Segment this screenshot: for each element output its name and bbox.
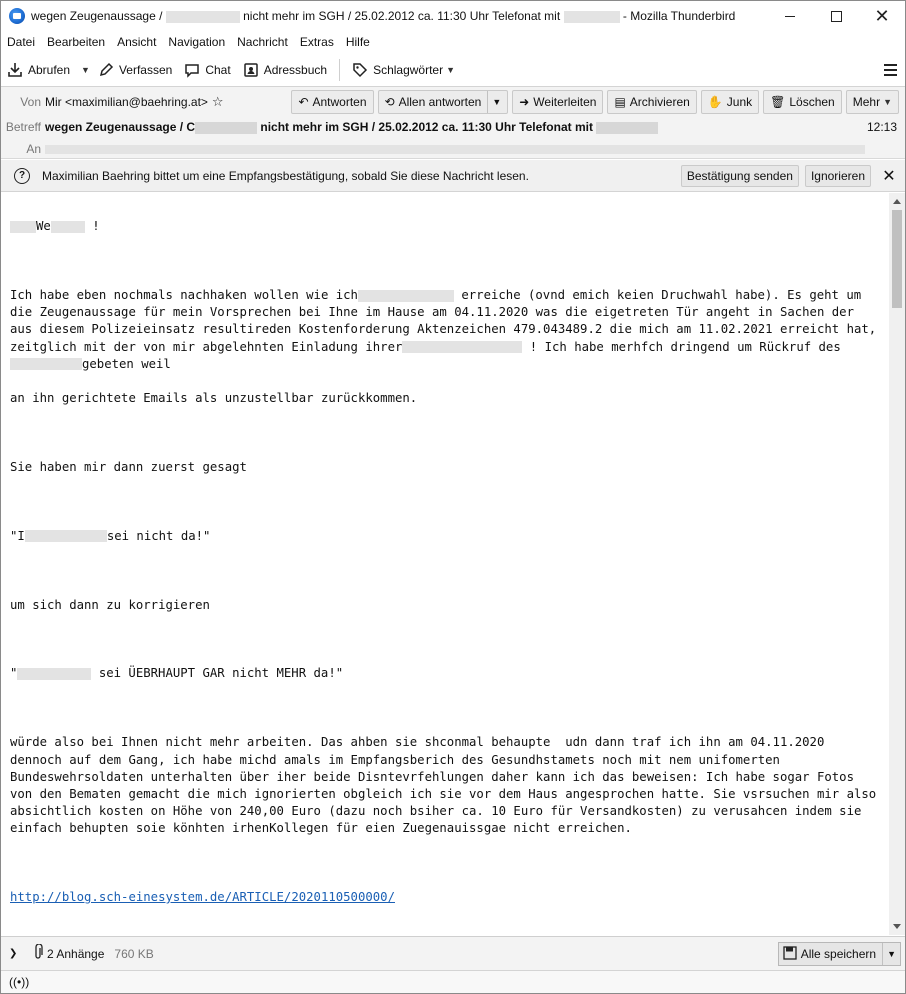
title-bar (1, 1, 905, 31)
text-run: gebeten weil (82, 356, 171, 371)
chevron-down-icon[interactable]: ▼ (882, 943, 896, 965)
status-bar (1, 970, 905, 993)
text-run: erreiche (ovnd emich keien Druchwahl habe). Es geht um die Zeugenaussage für mein Vorsprechen bei Ihne im Hause am 04.11.2020 was die eigetreten Tür angeht in Sachen der aus diesem Polizeieinsatz resultireden Kostenforderung Aktenzeichen 479.043489.2 die mich am 11.02.2021 erreicht hat, zeitglich mit der von mir abgelehnten Einladung ihrer (10, 288, 884, 354)
ignore-button[interactable]: Ignorieren (805, 165, 871, 187)
save-all-label: Alle speichern (800, 947, 877, 961)
text-run: " (10, 666, 18, 681)
pencil-icon (98, 62, 114, 78)
redacted-block (166, 11, 240, 23)
redacted-block (17, 668, 91, 680)
trash-icon: 🗑 (770, 95, 786, 109)
menu-hilfe[interactable]: Hilfe (345, 35, 370, 49)
archive-button[interactable] (607, 90, 696, 114)
redacted-block (358, 290, 454, 302)
reply-button[interactable] (291, 90, 373, 114)
chat-button[interactable] (178, 57, 236, 83)
greeting-text: We (36, 219, 51, 234)
menu-navigation[interactable]: Navigation (168, 35, 226, 49)
blog-link-1[interactable]: http://blog.sch-einesystem.de/ARTICLE/2020110500000/ (10, 890, 395, 905)
subject-row (1, 120, 905, 134)
chevron-right-icon[interactable]: ❯ (9, 948, 18, 959)
menu-ansicht[interactable]: Ansicht (117, 35, 157, 49)
subject-label: Betreff (5, 120, 41, 134)
window-title-part: nicht mehr im SGH / 25.02.2012 ca. 11:30 Uhr Telefonat mit (243, 9, 561, 23)
menu-extras[interactable]: Extras (299, 35, 334, 49)
scroll-thumb[interactable] (892, 210, 902, 308)
maximize-button[interactable] (813, 1, 859, 31)
attachment-size: 760 KB (114, 946, 154, 961)
menu-bearbeiten[interactable]: Bearbeiten (47, 35, 106, 49)
junk-label: Junk (726, 95, 753, 109)
redacted-block (596, 122, 658, 134)
redacted-block (564, 11, 620, 23)
chat-label: Chat (205, 62, 231, 77)
reply-all-icon: ⟲ (384, 95, 395, 109)
link-line (10, 889, 880, 906)
greeting-line: We ! (10, 218, 880, 235)
paragraph: würde also bei Ihnen nicht mehr arbeiten. Das ahben sie shconmal behaupte udn dann traf ich ihn am 04.11.2020 dennoch auf dem Gang, ich habe michd amals im Empfangsberich des Gesundhstamets noch mit nem unifomerten Bundeswehrsoldaten unterhalten über iher beide Disntevrfehlungen daher kann ich das beweisen: Ich habe sogar Fotos von den Bematen gemacht die mich ignorierten obgleich ich sie vor dem Haus angesprochen hatte. Sie vsrsuchen mir also absichtlich kosten on Höhe von 240,00 Euro (dazu noch bsiher ca. 10 Euro für Versandkosten) zu verusahcen indem sie einfach behupten soie könhten irhenKollegen für eien Zuegenauissgae nicht erreichen. (10, 735, 884, 836)
menu-bar (1, 31, 905, 53)
text-run: Ich habe eben nochmals nachhaken wollen wie ich (10, 288, 358, 303)
subject-part: nicht mehr im SGH / 25.02.2012 ca. 11:30 Uhr Telefonat mit (260, 120, 593, 134)
chevron-down-icon[interactable]: ▼ (487, 91, 501, 113)
minimize-button[interactable] (767, 1, 813, 31)
window-title (31, 9, 767, 23)
subject-part: wegen Zeugenaussage / C (45, 120, 196, 134)
hamburger-icon (884, 74, 897, 76)
text-run: "I (10, 528, 25, 543)
tags-label: Schlagwörter (373, 62, 444, 77)
message-actions (291, 90, 899, 114)
paragraph (10, 287, 884, 373)
compose-button[interactable] (92, 57, 178, 83)
close-window-button[interactable]: ✕ (874, 5, 890, 26)
close-icon[interactable]: ✕ (882, 167, 896, 185)
send-receipt-button[interactable]: Bestätigung senden (681, 165, 799, 187)
fetch-button[interactable] (1, 57, 76, 83)
redacted-recipients (45, 145, 865, 154)
scroll-down-icon[interactable] (893, 924, 901, 929)
question-icon: ? (14, 168, 30, 184)
more-label: Mehr (852, 95, 881, 109)
fetch-menu-button[interactable] (76, 57, 92, 83)
notification-text: Maximilian Baehring bittet um eine Empfangsbestätigung, sobald Sie diese Nachricht lesen. (42, 168, 529, 183)
fetch-label: Abrufen (28, 62, 71, 77)
menu-nachricht[interactable]: Nachricht (237, 35, 288, 49)
to-row (1, 142, 905, 156)
online-status-icon[interactable]: ((•)) (9, 975, 30, 989)
message-body (1, 193, 889, 935)
more-button[interactable] (846, 90, 899, 114)
window-title-part: - Mozilla Thunderbird (619, 9, 736, 23)
toolbar-separator (339, 59, 340, 81)
addressbook-button[interactable] (237, 57, 333, 83)
delete-label: Löschen (789, 95, 835, 109)
quote-line (10, 528, 880, 545)
reply-all-label: Allen antworten (398, 95, 482, 109)
attachment-count[interactable]: 2 Anhänge (47, 946, 105, 961)
chat-bubble-icon (184, 62, 200, 78)
tag-icon (352, 62, 368, 78)
text-run: ! Ich habe merhfch dringend um Rückruf des (529, 339, 841, 354)
archive-label: Archivieren (629, 95, 690, 109)
message-time: 12:13 (866, 120, 897, 134)
menu-datei[interactable]: Datei (7, 35, 36, 49)
main-toolbar (1, 53, 905, 87)
redacted-block (10, 358, 82, 370)
from-value[interactable]: Mir <maximilian@baehring.at> (45, 95, 208, 109)
chevron-down-icon: ▼ (446, 64, 456, 75)
forward-button[interactable] (512, 90, 603, 114)
delete-button[interactable] (763, 90, 842, 114)
window-title-part: wegen Zeugenaussage / (31, 9, 163, 23)
redacted-block (195, 122, 257, 134)
chevron-down-icon: ▼ (883, 97, 892, 107)
message-header (1, 87, 905, 159)
addressbook-icon (243, 62, 259, 78)
paragraph: Sie haben mir dann zuerst gesagt (10, 460, 247, 475)
paragraph: um sich dann zu korrigieren (10, 597, 210, 612)
subject-value (45, 120, 658, 134)
hamburger-icon (884, 64, 897, 66)
message-text (1, 193, 889, 935)
receipt-notification-bar (1, 160, 905, 192)
scroll-up-icon[interactable] (893, 199, 901, 204)
save-all-button[interactable] (778, 942, 901, 966)
thunderbird-logo-icon (9, 8, 25, 24)
junk-hand-icon: ✋ (707, 95, 723, 109)
quote-line (10, 665, 880, 682)
compose-label: Verfassen (118, 62, 173, 77)
save-icon (783, 946, 797, 963)
body-scrollbar[interactable] (889, 193, 905, 935)
chevron-down-icon: ▼ (81, 64, 90, 75)
text-run: sei nicht da!" (106, 528, 211, 543)
reply-all-button[interactable] (378, 90, 509, 114)
reply-icon: ↶ (298, 95, 309, 109)
app-menu-button[interactable] (875, 64, 905, 76)
text-run: sei ÜEBRHAUPT GAR nicht MEHR da!" (98, 666, 344, 681)
redacted-block (10, 221, 36, 233)
attachment-bar (1, 936, 905, 970)
tags-button[interactable] (346, 57, 461, 83)
from-label: Von (20, 95, 41, 109)
addressbook-label: Adressbuch (263, 62, 328, 77)
redacted-block (402, 341, 522, 353)
archive-icon: ▤ (614, 95, 626, 109)
reply-label: Antworten (312, 95, 367, 109)
paperclip-icon (33, 944, 43, 963)
star-icon[interactable]: ☆ (211, 94, 224, 109)
to-label: An (26, 142, 41, 156)
redacted-block (51, 221, 85, 233)
hamburger-icon (884, 69, 897, 71)
redacted-block (25, 530, 107, 542)
forward-label: Weiterleiten (533, 95, 597, 109)
download-icon (7, 62, 23, 78)
forward-icon: ➜ (519, 95, 530, 109)
paragraph: an ihn gerichtete Emails als unzustellbar zurückkommen. (10, 391, 418, 406)
junk-button[interactable] (701, 90, 759, 114)
